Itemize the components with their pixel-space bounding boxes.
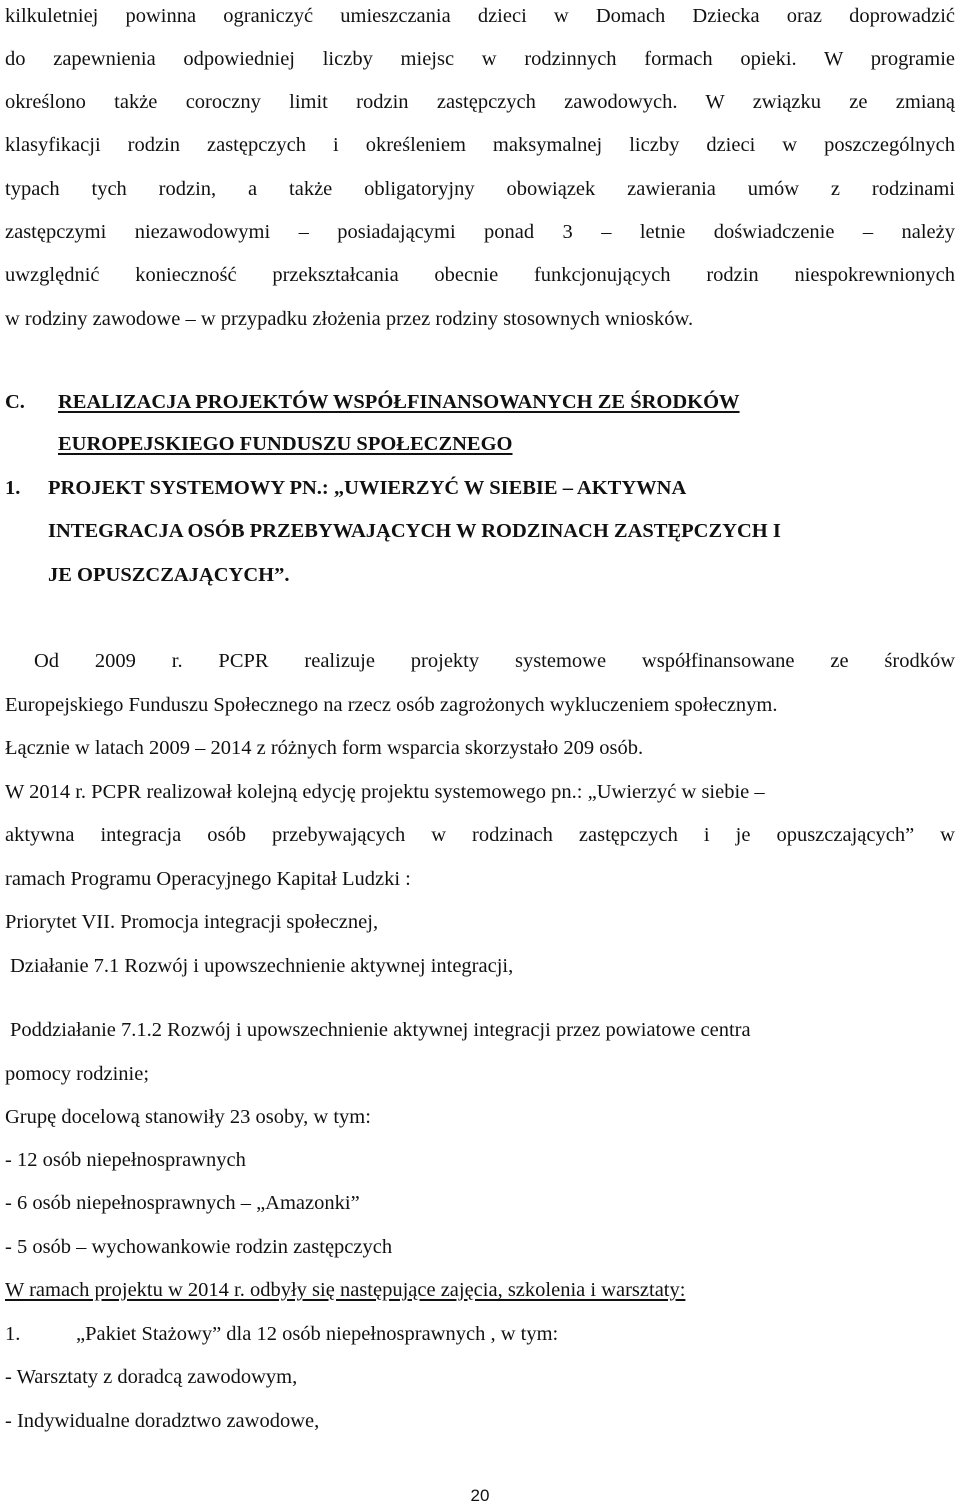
list-item: - Warsztaty z doradcą zawodowym, (5, 1366, 298, 1388)
body-line: aktywna integracja osób przebywających w rodzinach zastępczych i je opuszczających” w (5, 824, 955, 846)
list-item: - 12 osób niepełnosprawnych (5, 1149, 246, 1171)
body-line: Europejskiego Funduszu Społecznego na rzecz osób zagrożonych wykluczeniem społecznym. (5, 694, 778, 716)
body-line: Od 2009 r. PCPR realizuje projekty systemowe współfinansowane ze środków (34, 650, 955, 672)
list-item: „Pakiet Stażowy” dla 12 osób niepełnosprawnych , w tym: (76, 1323, 559, 1345)
body-line: W 2014 r. PCPR realizował kolejną edycję projektu systemowego pn.: „Uwierzyć w siebie – (5, 781, 765, 803)
body-line: Grupę docelową stanowiły 23 osoby, w tym: (5, 1106, 371, 1128)
paragraph-line: typach tych rodzin, a także obligatoryjny obowiązek zawierania umów z rodzinami (5, 178, 955, 200)
body-line: Działanie 7.1 Rozwój i upowszechnienie aktywnej integracji, (10, 955, 514, 977)
section-letter: C. (5, 391, 25, 413)
project-title-line: PROJEKT SYSTEMOWY PN.: „UWIERZYĆ W SIEBIE – AKTYWNA (48, 477, 687, 499)
project-title-line: INTEGRACJA OSÓB PRZEBYWAJĄCYCH W RODZINACH ZASTĘPCZYCH I (48, 520, 781, 542)
body-line-underlined: W ramach projektu w 2014 r. odbyły się następujące zajęcia, szkolenia i warsztaty: (5, 1279, 686, 1301)
body-line: Łącznie w latach 2009 – 2014 z różnych form wsparcia skorzystało 209 osób. (5, 737, 644, 759)
paragraph-line: do zapewnienia odpowiedniej liczby miejsc w rodzinnych formach opieki. W programie (5, 48, 955, 70)
paragraph-line: w rodziny zawodowe – w przypadku złożenia przez rodziny stosownych wniosków. (5, 308, 694, 330)
list-item: - Indywidualne doradztwo zawodowe, (5, 1410, 320, 1432)
list-number: 1. (5, 1323, 21, 1345)
paragraph-line: określono także coroczny limit rodzin zastępczych zawodowych. W związku ze zmianą (5, 91, 955, 113)
body-line: Poddziałanie 7.1.2 Rozwój i upowszechnienie aktywnej integracji przez powiatowe centra (10, 1019, 751, 1041)
paragraph-line: uwzględnić konieczność przekształcania obecnie funkcjonujących rodzin niespokrewnionych (5, 264, 955, 286)
project-title-line: JE OPUSZCZAJĄCYCH”. (48, 564, 290, 586)
body-line: ramach Programu Operacyjnego Kapitał Ludzki : (5, 868, 411, 890)
paragraph-line: klasyfikacji rodzin zastępczych i określeniem maksymalnej liczby dzieci w poszczególnych (5, 134, 955, 156)
section-title-line: REALIZACJA PROJEKTÓW WSPÓŁFINANSOWANYCH ZE ŚRODKÓW (58, 391, 740, 413)
body-line: pomocy rodzinie; (5, 1063, 150, 1085)
paragraph-line: zastępczymi niezawodowymi – posiadającymi ponad 3 – letnie doświadczenie – należy (5, 221, 955, 243)
paragraph-line: kilkuletniej powinna ograniczyć umieszczania dzieci w Domach Dziecka oraz doprowadzić (5, 5, 955, 27)
project-number: 1. (5, 477, 21, 499)
list-item: - 6 osób niepełnosprawnych – „Amazonki” (5, 1192, 360, 1214)
body-line: Priorytet VII. Promocja integracji społecznej, (5, 911, 379, 933)
page-number: 20 (470, 1486, 490, 1505)
section-title-line: EUROPEJSKIEGO FUNDUSZU SPOŁECZNEGO (58, 433, 513, 455)
list-item: - 5 osób – wychowankowie rodzin zastępczych (5, 1236, 393, 1258)
